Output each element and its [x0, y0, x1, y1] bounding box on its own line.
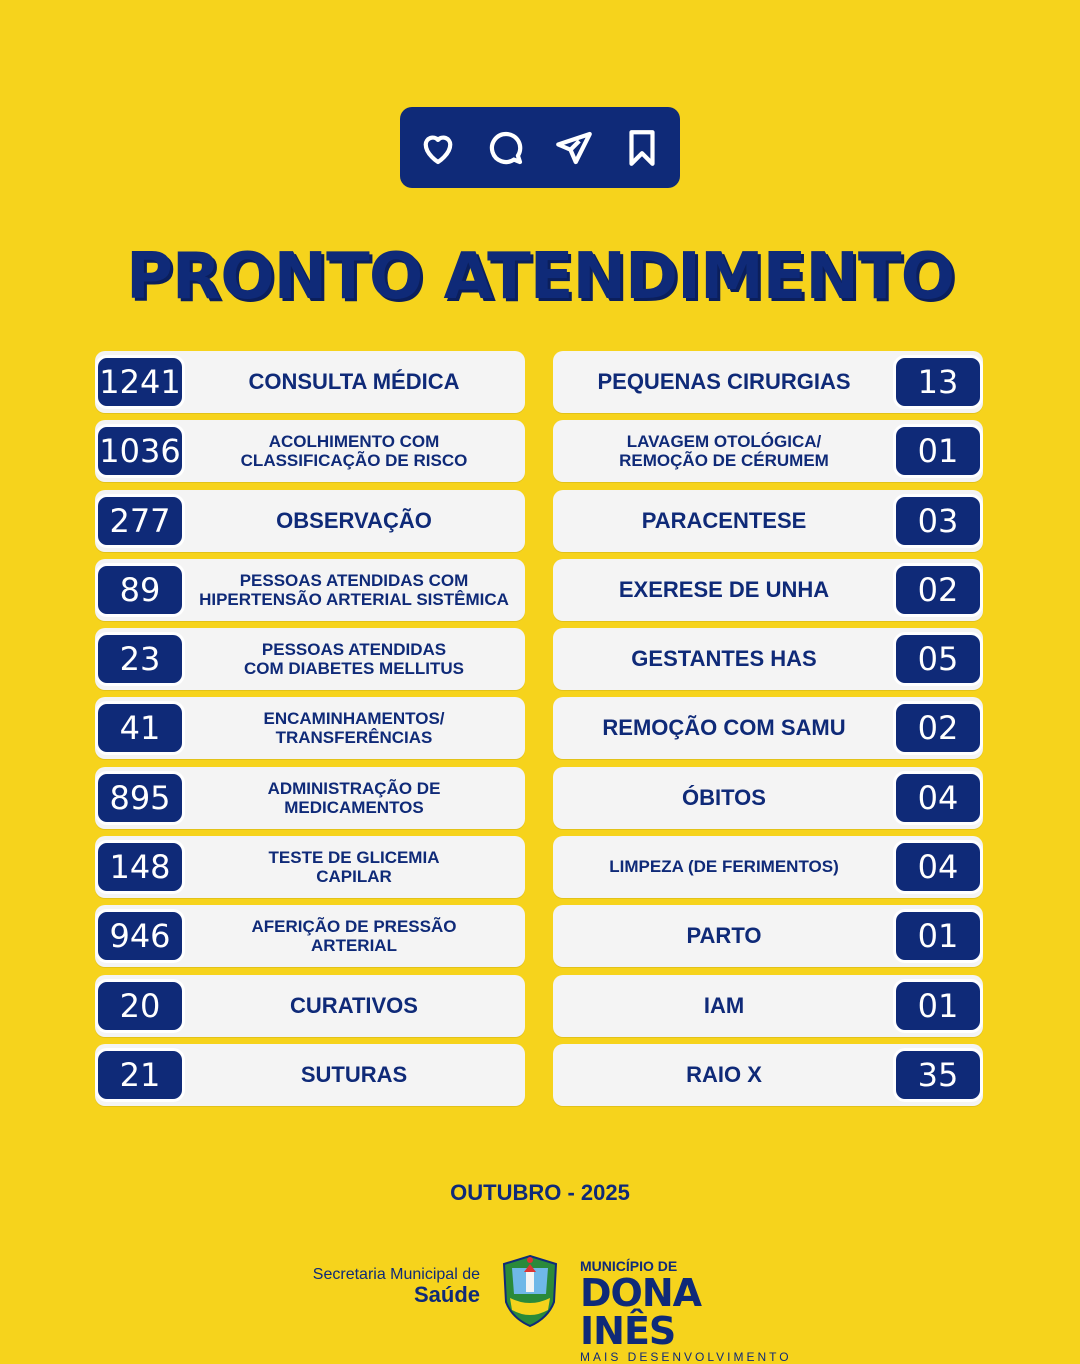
secretaria-line1: Secretaria Municipal de — [312, 1266, 480, 1283]
stat-number-badge: 03 — [893, 494, 983, 548]
stat-number-badge: 05 — [893, 632, 983, 686]
stat-row — [553, 490, 983, 552]
stat-label: EXERESE DE UNHA — [553, 559, 983, 621]
stat-row — [95, 836, 525, 898]
stat-label: PARACENTESE — [553, 490, 983, 552]
stat-number-badge: 895 — [95, 771, 185, 825]
stat-row — [95, 628, 525, 690]
stat-number-badge: 148 — [95, 840, 185, 894]
footer-logos — [280, 1252, 800, 1364]
stat-label: IAM — [553, 975, 983, 1037]
stat-label: ACOLHIMENTO COM CLASSIFICAÇÃO DE RISCO — [95, 420, 525, 482]
stat-label: PESSOAS ATENDIDAS COM HIPERTENSÃO ARTERIAL SISTÊMICA — [95, 559, 525, 621]
municipio-line1: MUNICÍPIO DE — [580, 1258, 678, 1274]
stat-row — [553, 836, 983, 898]
stat-row — [553, 1044, 983, 1106]
stat-label: SUTURAS — [95, 1044, 525, 1106]
stat-row — [95, 559, 525, 621]
stat-label: ADMINISTRAÇÃO DE MEDICAMENTOS — [95, 767, 525, 829]
stat-number-badge: 04 — [893, 771, 983, 825]
stat-label: PARTO — [553, 905, 983, 967]
stat-row — [95, 697, 525, 759]
municipio-line2: DONA INÊS — [580, 1271, 702, 1353]
stat-number-badge: 946 — [95, 909, 185, 963]
stat-number-badge: 1241 — [95, 355, 185, 409]
stat-label: CURATIVOS — [95, 975, 525, 1037]
stat-number-badge: 01 — [893, 979, 983, 1033]
stat-label: ÓBITOS — [553, 767, 983, 829]
stat-number-badge: 01 — [893, 424, 983, 478]
stat-label: PEQUENAS CIRURGIAS — [553, 351, 983, 413]
stat-number-badge: 02 — [893, 701, 983, 755]
stat-label: REMOÇÃO COM SAMU — [553, 697, 983, 759]
stat-row — [553, 975, 983, 1037]
stat-number-badge: 23 — [95, 632, 185, 686]
stat-label: GESTANTES HAS — [553, 628, 983, 690]
stat-number-badge: 20 — [95, 979, 185, 1033]
stat-row — [95, 490, 525, 552]
stat-label: OBSERVAÇÃO — [95, 490, 525, 552]
stat-row — [553, 559, 983, 621]
stat-label: LIMPEZA (DE FERIMENTOS) — [553, 836, 983, 898]
stat-number-badge: 21 — [95, 1048, 185, 1102]
stat-label: ENCAMINHAMENTOS/ TRANSFERÊNCIAS — [95, 697, 525, 759]
stat-number-badge: 01 — [893, 909, 983, 963]
stat-row — [553, 697, 983, 759]
secretaria-logo — [280, 1266, 480, 1308]
stat-row — [553, 628, 983, 690]
stat-number-badge: 277 — [95, 494, 185, 548]
stat-number-badge: 1036 — [95, 424, 185, 478]
stat-label: LAVAGEM OTOLÓGICA/ REMOÇÃO DE CÉRUMEM — [553, 420, 983, 482]
stat-row — [95, 420, 525, 482]
stat-number-badge: 13 — [893, 355, 983, 409]
stat-row — [553, 420, 983, 482]
stat-number-badge: 35 — [893, 1048, 983, 1102]
stat-row — [95, 351, 525, 413]
report-date: OUTUBRO - 2025 — [450, 1180, 630, 1205]
page-title: PRONTO ATENDIMENTO — [126, 240, 954, 314]
stat-number-badge: 41 — [95, 701, 185, 755]
stat-label: TESTE DE GLICEMIA CAPILAR — [95, 836, 525, 898]
stat-label: CONSULTA MÉDICA — [95, 351, 525, 413]
stat-row — [553, 351, 983, 413]
secretaria-line2: Saúde — [413, 1282, 480, 1307]
municipal-crest-icon — [498, 1254, 562, 1328]
stat-row — [95, 1044, 525, 1106]
stat-label: AFERIÇÃO DE PRESSÃO ARTERIAL — [95, 905, 525, 967]
stat-number-badge: 02 — [893, 563, 983, 617]
stat-row — [95, 975, 525, 1037]
stat-row — [553, 905, 983, 967]
stat-row — [553, 767, 983, 829]
stat-label: PESSOAS ATENDIDAS COM DIABETES MELLITUS — [95, 628, 525, 690]
stat-row — [95, 767, 525, 829]
stat-label: RAIO X — [553, 1044, 983, 1106]
municipio-line3: MAIS DESENVOLVIMENTO — [580, 1350, 792, 1364]
municipio-logo — [580, 1258, 800, 1364]
stat-number-badge: 04 — [893, 840, 983, 894]
stat-number-badge: 89 — [95, 563, 185, 617]
stat-row — [95, 905, 525, 967]
